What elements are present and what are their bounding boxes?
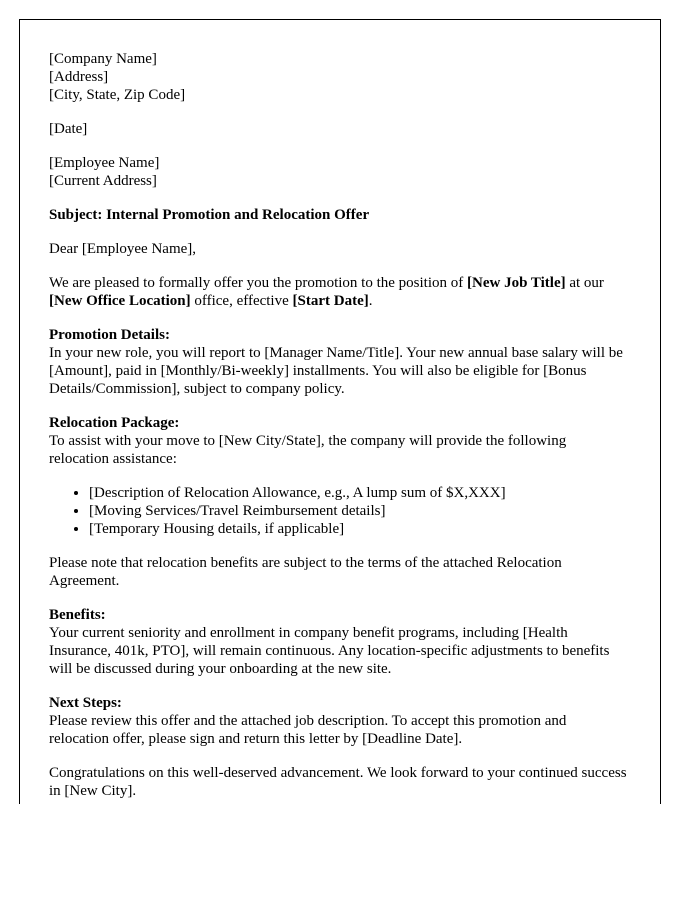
intro-text-1: We are pleased to formally offer you the promotion to the position of (49, 275, 467, 291)
relocation-body: To assist with your move to [New City/State], the company will provide the following relocation assistance: (49, 433, 567, 467)
closing-paragraph: Congratulations on this well-deserved advancement. We look forward to your continued success in [New City]. (49, 765, 627, 799)
recipient-name: [Employee Name] (49, 155, 160, 171)
intro-text-3: office, effective (190, 293, 293, 309)
promotion-section (49, 326, 627, 398)
letter-page (19, 19, 661, 804)
intro-text-4: . (368, 293, 373, 309)
list-item: • [Description of Relocation Allowance, e.g., A lump sum of $X,XXX] (89, 484, 627, 502)
benefits-section (49, 606, 627, 678)
relocation-section (49, 414, 627, 468)
next-steps-heading: Next Steps: (49, 695, 122, 711)
new-office-location: [New Office Location] (49, 293, 191, 309)
relocation-note: Please note that relocation benefits are subject to the terms of the attached Relocation Agreement. (49, 555, 562, 589)
next-steps-section (49, 694, 627, 748)
company-city: [City, State, Zip Code] (49, 87, 186, 103)
subject-line: Subject: Internal Promotion and Relocation Offer (49, 207, 370, 223)
relocation-heading: Relocation Package: (49, 415, 180, 431)
next-steps-body: Please review this offer and the attached job description. To accept this promotion and relocation offer, please sign and return this letter by [Deadline Date]. (49, 713, 567, 747)
list-item: • [Temporary Housing details, if applicable] (89, 520, 627, 538)
sender-block (49, 50, 627, 104)
salutation: Dear [Employee Name], (49, 241, 197, 257)
recipient-address: [Current Address] (49, 173, 157, 189)
intro-text-2: at our (565, 275, 604, 291)
date-line: [Date] (49, 121, 88, 137)
benefits-body: Your current seniority and enrollment in company benefit programs, including [Health Insurance, 401k, PTO], will remain continuous. Any location-specific adjustments to benefits will be discussed during your onboarding at the new site. (49, 625, 610, 677)
list-item: • [Moving Services/Travel Reimbursement details] (89, 502, 627, 520)
recipient-block (49, 154, 627, 190)
promotion-heading: Promotion Details: (49, 327, 170, 343)
benefits-heading: Benefits: (49, 607, 106, 623)
intro-paragraph (49, 274, 627, 310)
promotion-body: In your new role, you will report to [Manager Name/Title]. Your new annual base salary will be [Amount], paid in [Monthly/Bi-weekly] installments. You will also be eligible for [Bonus Details/Commission], subject to company policy. (49, 345, 623, 397)
new-job-title: [New Job Title] (467, 275, 566, 291)
relocation-list (49, 484, 627, 538)
letter-content (49, 50, 627, 804)
company-name: [Company Name] (49, 51, 157, 67)
company-address: [Address] (49, 69, 109, 85)
start-date: [Start Date] (292, 293, 369, 309)
